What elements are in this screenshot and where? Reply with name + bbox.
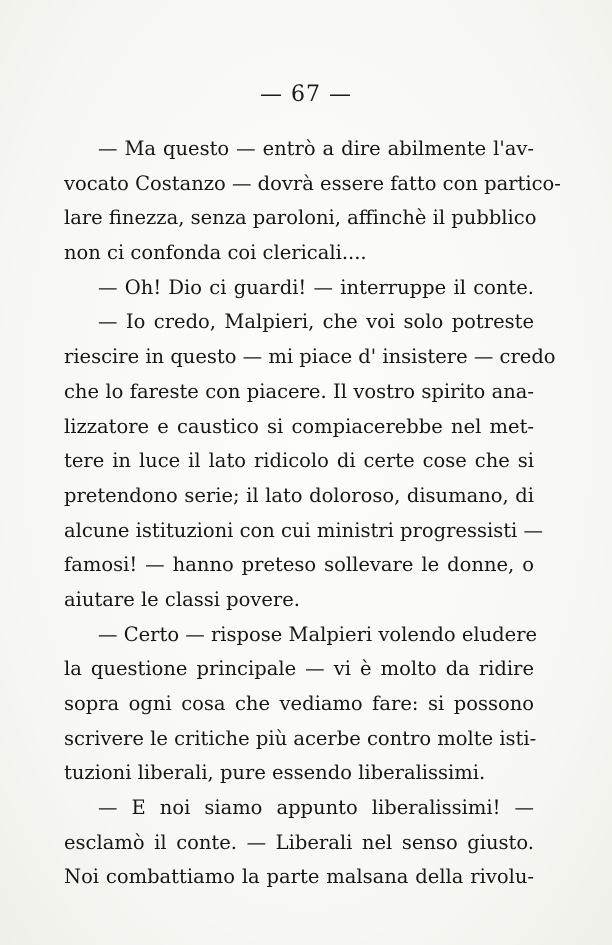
- text-line: alcune istituzioni con cui ministri progressisti —: [64, 518, 543, 542]
- text-line: sopra ogni cosa che vediamo fare: si possono: [64, 692, 534, 715]
- text-line: lare finezza, senza paroloni, affinchè il pubblico: [64, 206, 537, 230]
- text-line: — E noi siamo appunto liberalissimi! —: [98, 796, 534, 820]
- text-line: la questione principale — vi è molto da ridire: [64, 657, 534, 681]
- text-line: famosi! — hanno preteso sollevare le donne, o: [64, 553, 534, 577]
- text-line: — Oh! Dio ci guardi! — interruppe il conte.: [98, 275, 534, 299]
- text-line: tuzioni liberali, pure essendo liberalissimi.: [64, 761, 486, 785]
- text-line: che lo fareste con piacere. Il vostro spirito ana-: [64, 379, 534, 403]
- text-line: — Io credo, Malpieri, che voi solo potreste: [98, 310, 534, 334]
- text-line: esclamò il conte. — Liberali nel senso giusto.: [64, 830, 534, 854]
- text-line: lizzatore e caustico si compiacerebbe nel met-: [64, 414, 534, 438]
- page-number: — 67 —: [260, 82, 352, 107]
- text-line: Noi combattiamo la parte malsana della rivolu-: [64, 865, 534, 889]
- text-line: vocato Costanzo — dovrà essere fatto con partico-: [64, 171, 561, 195]
- text-line: — Certo — rispose Malpieri volendo eludere: [98, 622, 538, 646]
- text-line: non ci confonda coi clericali....: [64, 241, 367, 265]
- body-text: [64, 132, 561, 895]
- text-line: tere in luce il lato ridicolo di certe cose che si: [64, 449, 534, 473]
- text-line: pretendono serie; il lato doloroso, disumano, di: [64, 483, 534, 507]
- text-line: riescire in questo — mi piace d' insistere — credo: [64, 345, 556, 369]
- text-line: — Ma questo — entrò a dire abilmente l'av-: [98, 137, 534, 160]
- text-line: aiutare le classi povere.: [64, 587, 300, 611]
- text-line: scrivere le critiche più acerbe contro molte isti-: [64, 726, 537, 750]
